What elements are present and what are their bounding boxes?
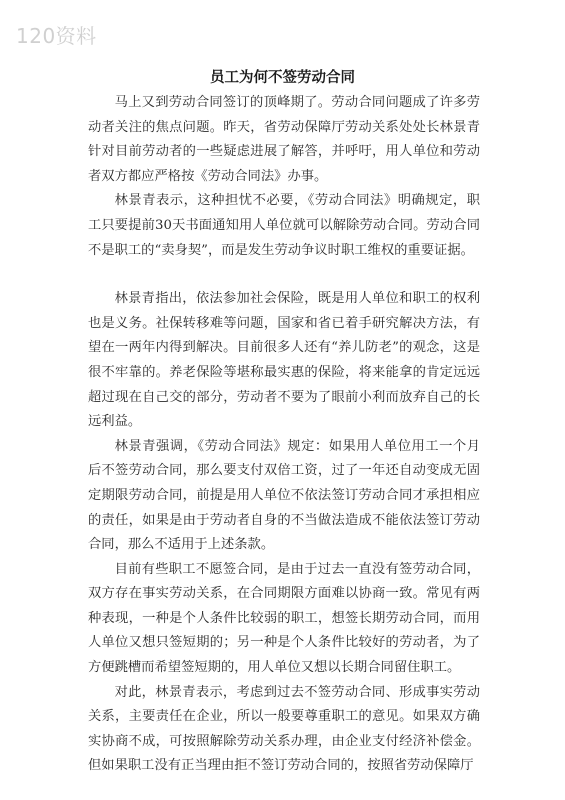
paragraph: 目前有些职工不愿签合同，是由于过去一直没有签劳动合同，双方存在事实劳动关系，在合同期限方面难以协商一致。常见有两种表现，一种是个人条件比较弱的职工，想签长期劳动合同，而用人单位又想只签短期的；另一种是个人条件比较好的劳动者，为了方便跳槽而希望签短期的，用人单位又想以长期合同留住职工。 <box>88 561 480 676</box>
paragraph-spacer <box>88 263 480 287</box>
document-title: 员工为何不签劳动合同 <box>210 70 355 86</box>
paragraph: 林景青表示，这种担忧不必要，《劳动合同法》明确规定，职工只要提前30天书面通知用人单位就可以解除劳动合同。劳动合同不是职工的“卖身契”，而是发生劳动争议时职工维权的重要证据。 <box>88 193 480 258</box>
paragraph: 林景青强调，《劳动合同法》规定：如果用人单位用工一个月后不签劳动合同，那么要支付双倍工资，过了一年还自动变成无固定期限劳动合同，前提是用人单位不依法签订劳动合同才承担相应的责任，如果是由于劳动者自身的不当做法造成不能依法签订劳动合同，那么不适用于上述条款。 <box>88 438 480 553</box>
paragraph: 林景青指出，依法参加社会保险，既是用人单位和职工的权利也是义务。社保转移难等问题，国家和省已着手研究解决方法，有望在一两年内得到解决。目前很多人还有“养儿防老”的观念，这是很不牢靠的。养老保险等堪称最实惠的保险，将来能拿的肯定远远超过现在自己交的部分，劳动者不要为了眼前小利而放弃自己的长远利益。 <box>88 291 480 430</box>
watermark-logo: 120资料 <box>16 24 97 48</box>
paragraph: 马上又到劳动合同签订的顶峰期了。劳动合同问题成了许多劳动者关注的焦点问题。昨天，省劳动保障厅劳动关系处处长林景青针对目前劳动者的一些疑虑进展了解答，并呼吁，用人单位和劳动者双方都应严格按《劳动合同法》办事。 <box>88 95 480 184</box>
document-body <box>88 91 480 779</box>
paragraph: 对此，林景青表示，考虑到过去不签劳动合同、形成事实劳动关系，主要责任在企业，所以一般要尊重职工的意见。如果双方确实协商不成，可按照解除劳动关系办理，由企业支付经济补偿金。但如果职工没有正当理由拒不签订劳动合同的，按照省劳动保障厅 <box>88 684 480 774</box>
